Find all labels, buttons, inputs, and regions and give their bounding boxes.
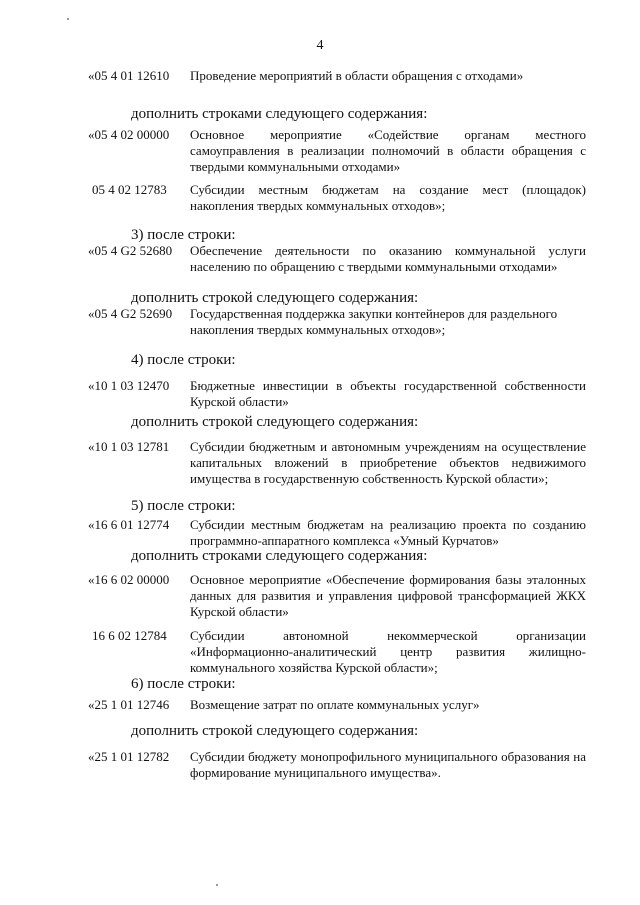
budget-code: «10 1 03 12781 [88,439,170,454]
budget-description: Обеспечение деятельности по оказанию коммунальной услуги населению по обращению с твердыми коммунальными отходами» [190,243,586,274]
budget-code: «05 4 02 00000 [88,127,170,142]
budget-code: «05 4 01 12610 [88,68,170,83]
budget-description: Субсидии местным бюджетам на реализацию проекта по созданию программно-аппаратного комплекса «Умный Курчатов» [190,517,586,548]
instruction-heading: дополнить строкой следующего содержания: [131,723,419,739]
scan-speck [67,18,69,20]
budget-description: Субсидии бюджету монопрофильного муниципального образования на формирование муниципального имущества». [190,749,586,780]
instruction-heading: 6) после строки: [131,676,236,692]
instruction-heading: дополнить строкой следующего содержания: [131,414,419,430]
budget-code: «25 1 01 12782 [88,749,170,764]
instruction-heading: дополнить строками следующего содержания: [131,548,428,564]
budget-code: «25 1 01 12746 [88,697,170,712]
instruction-heading: дополнить строкой следующего содержания: [131,290,419,306]
instruction-heading: 4) после строки: [131,352,236,368]
budget-description: Проведение мероприятий в области обращения с отходами» [190,68,524,83]
budget-description: Государственная поддержка закупки контейнеров для раздельного накопления твердых коммунальных отходов»; [190,306,558,337]
instruction-heading: дополнить строками следующего содержания: [131,106,428,122]
page-number: 4 [316,38,324,53]
scan-speck [216,884,218,886]
budget-code: 05 4 02 12783 [92,182,167,197]
instruction-heading: 3) после строки: [131,227,236,243]
budget-description: Субсидии местным бюджетам на создание мест (площадок) накопления твердых коммунальных отходов»; [190,182,586,213]
budget-description: Основное мероприятие «Содействие органам местного самоуправления в реализации полномочий в области обращения с твердыми коммунальными отходами» [190,127,586,174]
instruction-heading: 5) после строки: [131,498,236,514]
budget-description: Субсидии автономной некоммерческой организации «Информационно-аналитический центр развития жилищно-коммунального хозяйства Курской области»; [190,628,586,675]
budget-description: Возмещение затрат по оплате коммунальных услуг» [190,697,480,712]
budget-code: «10 1 03 12470 [88,378,170,393]
budget-code: «16 6 02 00000 [88,572,170,587]
budget-description: Основное мероприятие «Обеспечение формирования базы эталонных данных для развития и управления цифровой трансформацией ЖКХ Курской области» [190,572,586,619]
budget-code: «16 6 01 12774 [88,517,170,532]
budget-code: «05 4 G2 52690 [88,306,173,321]
budget-code: 16 6 02 12784 [92,628,167,643]
budget-code: «05 4 G2 52680 [88,243,173,258]
budget-description: Субсидии бюджетным и автономным учреждениям на осуществление капитальных вложений в приобретение объектов недвижимого имущества в государственную собственность Курской области»; [190,439,586,486]
budget-description: Бюджетные инвестиции в объекты государственной собственности Курской области» [190,378,586,409]
